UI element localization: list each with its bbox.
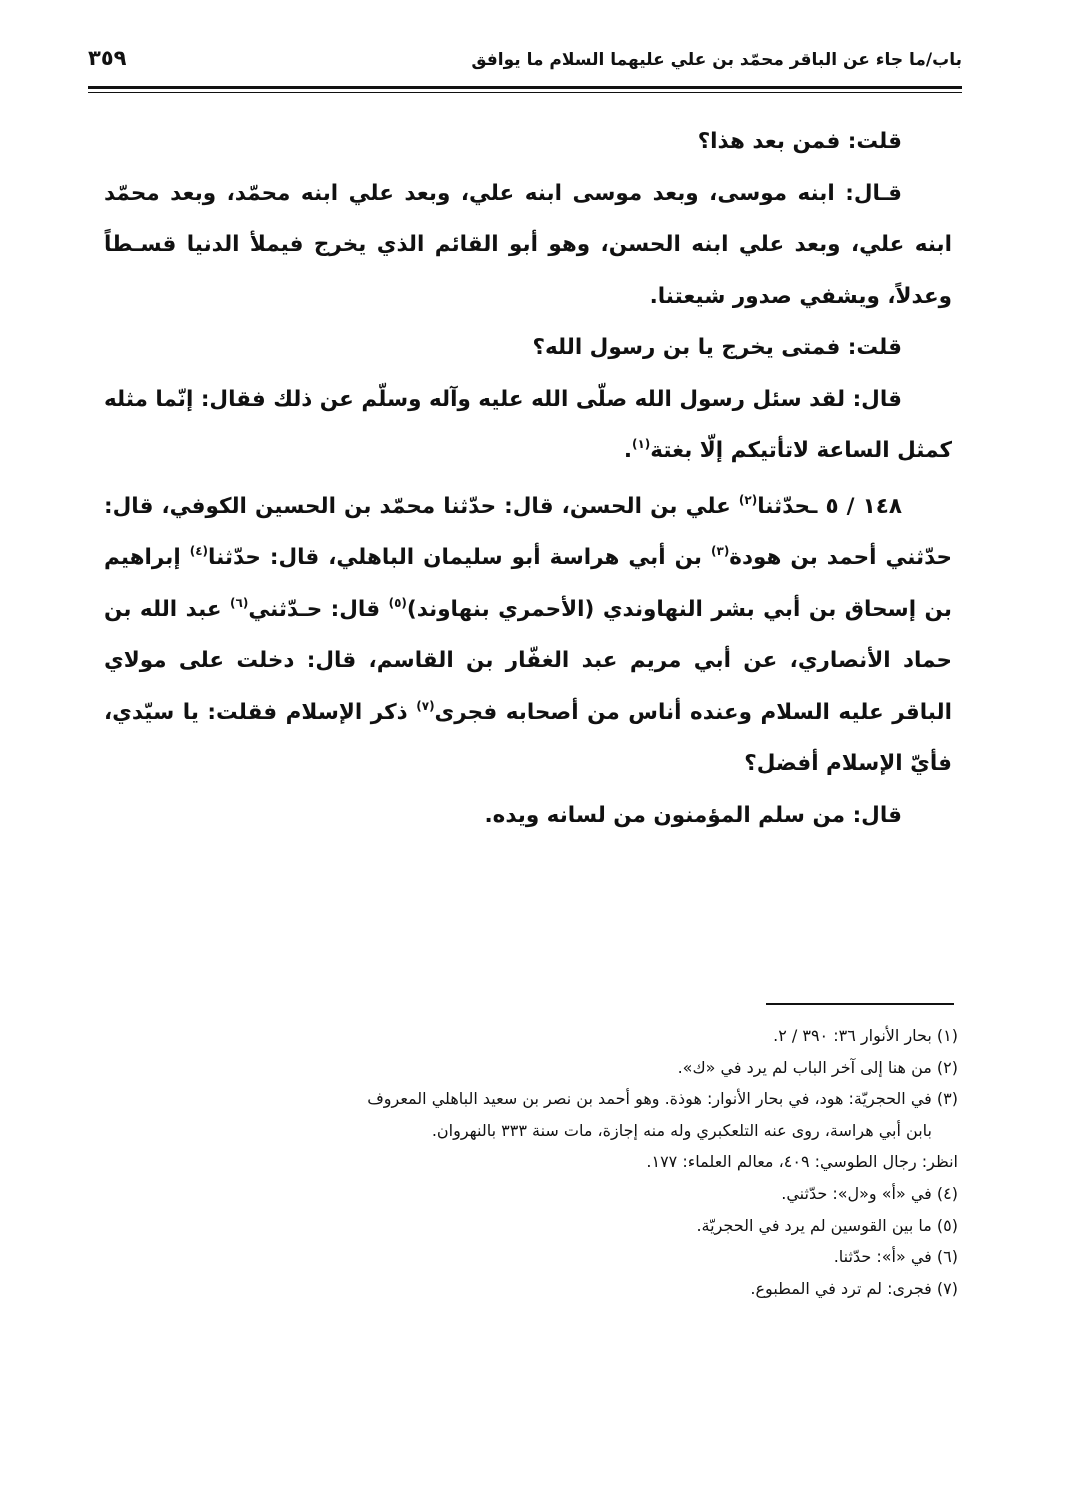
page-number: ٣٥٩ [88,46,127,70]
hadith-text-c: بن أبي هراسة أبو سليمان الباهلي، قال: حدّثنا [208,545,711,570]
hadith-text-a: حدّثنا [757,493,811,519]
footnote-marker-4: (٤) [189,544,209,558]
hadith-text-b: علي بن الحسن، قال: حدّثنا محمّد بن الحسين الكوفي، قال: حدّثني أحمد بن هودة [104,493,953,570]
footnote-marker-2: (٢) [738,492,758,507]
hadith-text-f: عبد الله بن حماد الأنصاري، عن أبي مريم عبد الغفّار بن القاسم، قال: دخلت على مولاي الباقر عليه السلام وعنده أناس من أصحابه فجرى [104,596,952,725]
chapter-title: باب/ما جاء عن الباقر محمّد بن علي عليهما السلام ما يوافق [471,50,962,70]
footnote-6: (٦) في «أ»: حدّثنا. [833,1247,958,1267]
footnote-marker-6: (٦) [230,595,249,610]
footnote-3-continued: بابن أبي هراسة، روى عنه التلعكبري وله منه إجازة، مات سنة ٣٣٣ بالنهروان. [431,1120,932,1140]
footnote-7: (٧) فجرى: لم ترد في المطبوع. [750,1278,958,1298]
footnote-separator [766,1003,954,1005]
footnotes [110,1020,958,1304]
hadith-text-e: قال: حـدّثني [248,596,389,622]
header-rule-thin [88,92,962,93]
paragraph-4 [104,374,952,477]
footnote-marker-1: (١) [631,437,651,451]
paragraph-6: قال: من سلم المؤمنون من لسانه ويده. [484,802,902,828]
footnote-3: (٣) في الحجريّة: هود، في بحار الأنوار: هوذة. وهو أحمد بن نصر بن سعيد الباهلي المعروف [367,1089,958,1109]
footnote-3-reference: انظر: رجال الطوسي: ٤٠٩، معالم العلماء: ١٧٧. [646,1152,958,1172]
paragraph-4-text: قال: لقد سئل رسول الله صلّى الله عليه وآله وسلّم عن ذلك فقال: إنّما مثله كمثل الساعة لاتأتيكم إلّا بغتة [104,386,952,463]
paragraph-3: قلت: فمتى يخرج يا بن رسول الله؟ [532,335,902,360]
footnote-2: (٢) من هنا إلى آخر الباب لم يرد في «ك». [677,1057,958,1077]
paragraph-1: قلت: فمن بعد هذا؟ [697,129,902,154]
hadith-number: ١٤٨ / ٥ ـ [810,493,902,519]
hadith-text-d: إبراهيم بن إسحاق بن أبي بشر النهاوندي (الأحمري بنهاوند) [104,545,952,622]
footnote-1: (١) بحار الأنوار ٣٦: ٣٩٠ / ٢. [773,1026,958,1045]
footnote-5: (٥) ما بين القوسين لم يرد في الحجريّة. [696,1215,958,1235]
hadith-paragraph [104,481,952,790]
footnote-marker-7: (٧) [416,698,435,713]
paragraph-2: قـال: ابنه موسى، وبعد موسى ابنه علي، وبعد علي ابنه محمّد، وبعد محمّد ابنه علي، وبعد علي ابنه الحسن، وهو أبو القائم الذي يخرج فيملأ الدنيا قسـطاً وعدلاً، ويشفي صدور شيعتنا. [104,180,952,309]
footnote-4: (٤) في «أ» و«ل»: حدّثني. [781,1183,958,1203]
footnote-marker-3: (٣) [711,544,730,558]
hadith-text-g: ذكر الإسلام فقلت: يا سيّدي، فأيّ الإسلام أفضل؟ [104,699,952,776]
paragraph-4-end: . [623,438,632,463]
main-text [104,116,952,841]
header-rule-thick [88,86,962,89]
running-header [88,40,962,86]
footnote-marker-5: (٥) [388,595,407,610]
